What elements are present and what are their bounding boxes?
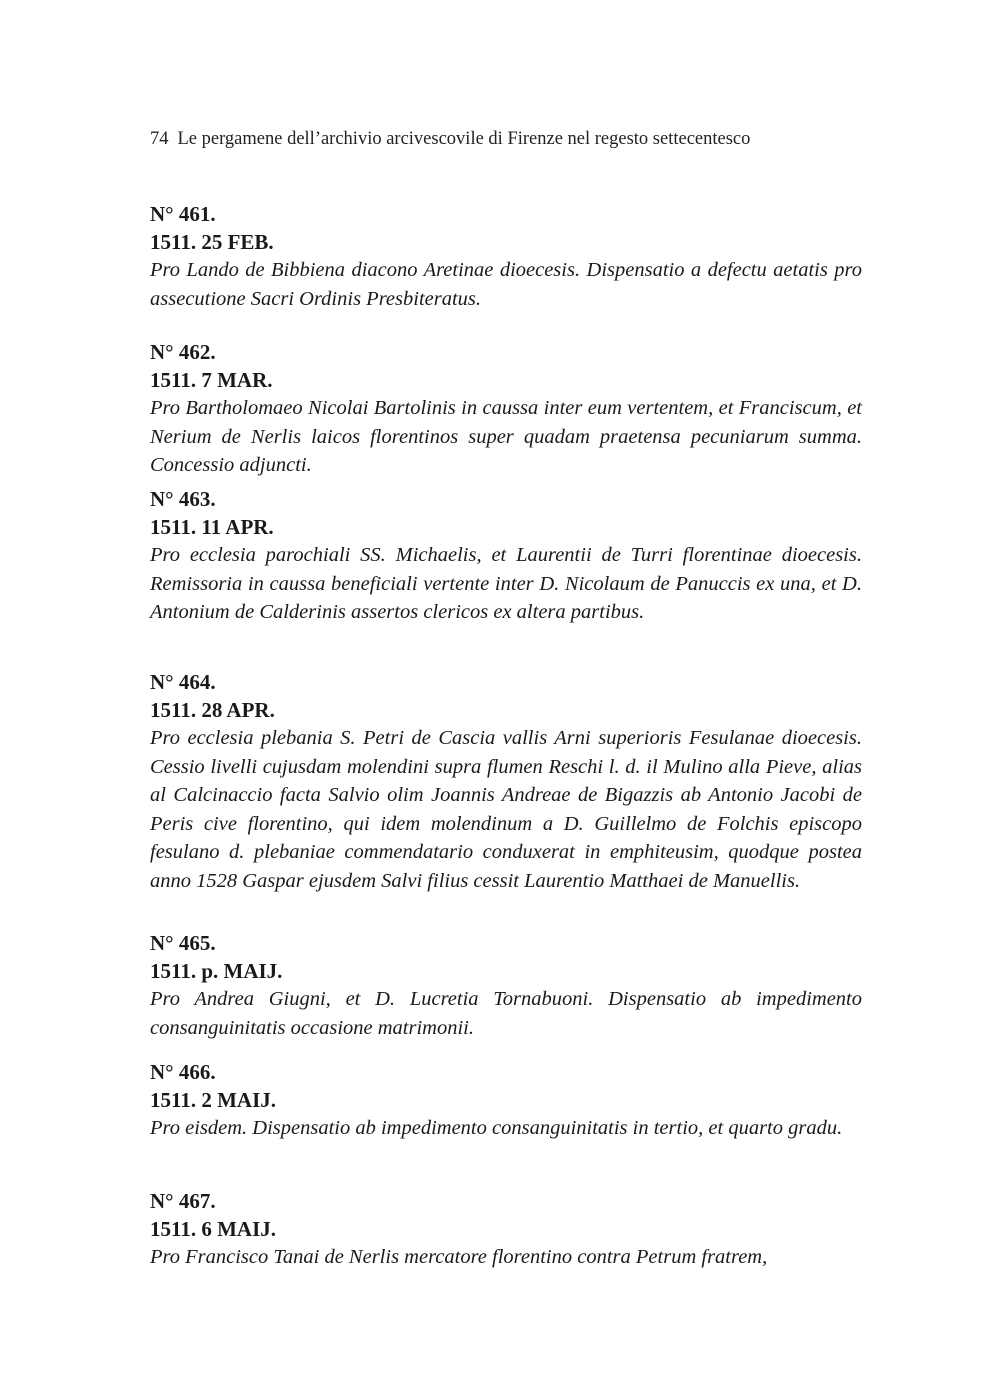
entry-463 bbox=[150, 485, 862, 627]
entry-date: 1511. 25 FEB. bbox=[150, 230, 274, 254]
entry-text: Pro Andrea Giugni, et D. Lucretia Tornabuoni. Dispensatio ab impedimento consanguinitatis occasione matrimonii. bbox=[150, 988, 862, 1039]
entry-date: 1511. p. MAIJ. bbox=[150, 959, 283, 983]
entry-date: 1511. 2 MAIJ. bbox=[150, 1088, 276, 1112]
entry-text: Pro Francisco Tanai de Nerlis mercatore florentino contra Petrum fratrem, bbox=[150, 1246, 768, 1268]
entry-number: N° 463. bbox=[150, 487, 216, 511]
entry-date: 1511. 6 MAIJ. bbox=[150, 1217, 276, 1241]
entry-number: N° 465. bbox=[150, 931, 216, 955]
entry-number: N° 464. bbox=[150, 670, 216, 694]
entry-text: Pro eisdem. Dispensatio ab impedimento consanguinitatis in tertio, et quarto gradu. bbox=[150, 1117, 843, 1139]
entry-465 bbox=[150, 929, 862, 1042]
page-number: 74 bbox=[150, 129, 169, 149]
entry-number: N° 466. bbox=[150, 1060, 216, 1084]
entry-date: 1511. 11 APR. bbox=[150, 515, 274, 539]
running-title: Le pergamene dell’archivio arcivescovile di Firenze nel regesto settecentesco bbox=[177, 129, 751, 149]
entry-date: 1511. 28 APR. bbox=[150, 698, 275, 722]
entry-date: 1511. 7 MAR. bbox=[150, 368, 273, 392]
entry-text: Pro ecclesia plebania S. Petri de Cascia vallis Arni superioris Fesulanae dioecesis. Cessio livelli cujusdam molendini supra flumen Reschi l. d. il Mulino alla Pieve, alias al Calcinaccio facta Salvio olim Joannis Andreae de Bigazzis ab Antonio Jacobi de Peris cive florentino, qui idem molendinum a D. Guillelmo de Folchis episcopo fesulano d. plebaniae commendatario conduxerat in emphiteusim, quodque postea anno 1528 Gaspar ejusdem Salvi filius cessit Laurentio Matthaei de Manuellis. bbox=[150, 727, 862, 892]
entry-text: Pro ecclesia parochiali SS. Michaelis, et Laurentii de Turri florentinae dioecesis. Remissoria in caussa beneficiali vertente inter D. Nicolaum de Panuccis ex una, et D. Antonium de Calderinis assertos clericos ex altera partibus. bbox=[150, 544, 862, 624]
entry-462 bbox=[150, 338, 862, 480]
entry-467 bbox=[150, 1187, 862, 1272]
running-header bbox=[150, 127, 870, 151]
entry-number: N° 461. bbox=[150, 202, 216, 226]
entry-text: Pro Bartholomaeo Nicolai Bartolinis in caussa inter eum vertentem, et Franciscum, et Nerium de Nerlis laicos florentinos super quadam praetensa pecuniarum summa. Concessio adjuncti. bbox=[150, 397, 862, 477]
entry-number: N° 462. bbox=[150, 340, 216, 364]
entry-text: Pro Lando de Bibbiena diacono Aretinae dioecesis. Dispensatio a defectu aetatis pro assecutione Sacri Ordinis Presbiteratus. bbox=[150, 259, 862, 310]
entry-464 bbox=[150, 668, 862, 896]
entry-466 bbox=[150, 1058, 862, 1143]
entry-461 bbox=[150, 200, 862, 313]
entry-number: N° 467. bbox=[150, 1189, 216, 1213]
